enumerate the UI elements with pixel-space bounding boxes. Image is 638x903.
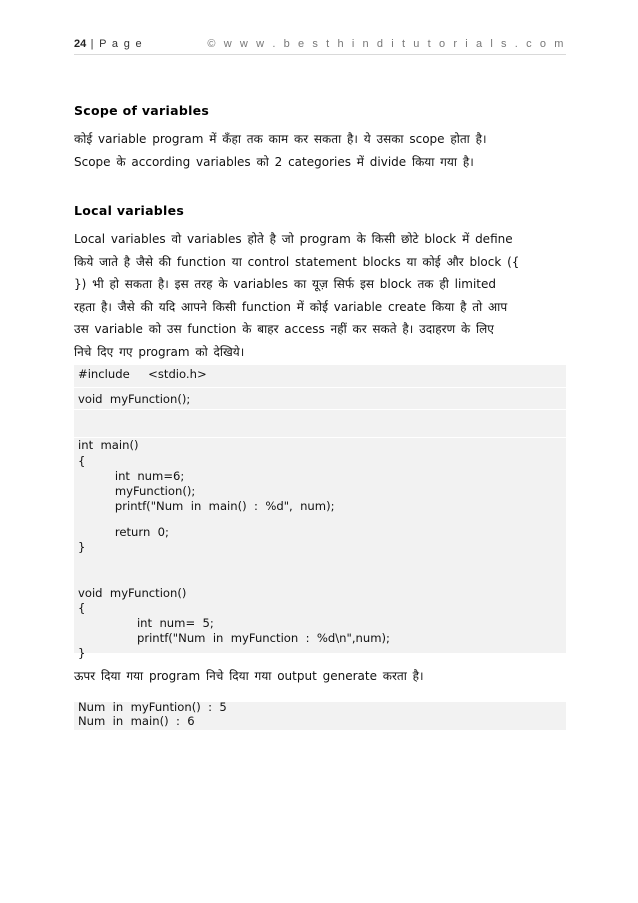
code-line: } [78,540,86,554]
page-number-label [74,38,143,50]
local-paragraph [74,228,566,363]
section-heading-local: Local variables [74,203,185,218]
page-number: 24 [74,38,87,50]
code-line: printf("Num in myFunction : %d\n",num); [78,631,390,645]
code-line: void myFunction(); [78,392,191,406]
paragraph-line: }) भी हो सकता है। इस तरह के variables का यूज़ सिर्फ इस block तक ही limited [74,277,497,291]
code-block [74,365,566,660]
paragraph-line: Local variables वो variables होते है जो program के किसी छोटे block में define [74,232,513,246]
code-line: int num=6; [78,469,185,483]
code-line: int main() [78,438,139,452]
page-header [74,38,566,55]
code-line: } [78,646,86,660]
website-label: © w w w . b e s t h i n d i t u t o r i a l s . c o m [207,38,566,50]
paragraph-line: निचे दिए गए program को देखिये। [74,344,245,359]
paragraph-line: रहता है। जैसे की यदि आपने किसी function में कोई variable create किया है तो आप [74,299,508,314]
code-line: return 0; [78,525,169,539]
code-line: void myFunction() [78,586,187,600]
output-line: Num in myFuntion() : 5 [78,700,227,714]
page-word: | P a g e [90,38,143,50]
output-line: Num in main() : 6 [78,714,195,728]
code-line: printf("Num in main() : %d", num); [78,499,335,513]
output-block [74,702,566,730]
output-intro [74,665,566,688]
code-line: int num= 5; [78,616,214,630]
code-line: myFunction(); [78,484,196,498]
code-line: #include <stdio.h> [78,367,207,381]
paragraph-line: किये जाते है जैसे की function या control statement blocks या कोई और block ({ [74,254,520,269]
section-heading-scope: Scope of variables [74,103,210,118]
code-line: { [78,454,86,468]
paragraph-line: कोई variable program में कँहा तक काम कर सकता है। ये उसका scope होता है। [74,132,487,146]
scope-paragraph [74,128,566,173]
paragraph-line: उस variable को उस function के बाहर access नहीं कर सकते है। उदाहरण के लिए [74,322,494,336]
paragraph-line: ऊपर दिया गया program निचे दिया गया output generate करता है। [74,669,424,683]
code-line: { [78,601,86,615]
paragraph-line: Scope के according variables को 2 categories में divide किया गया है। [74,154,474,169]
